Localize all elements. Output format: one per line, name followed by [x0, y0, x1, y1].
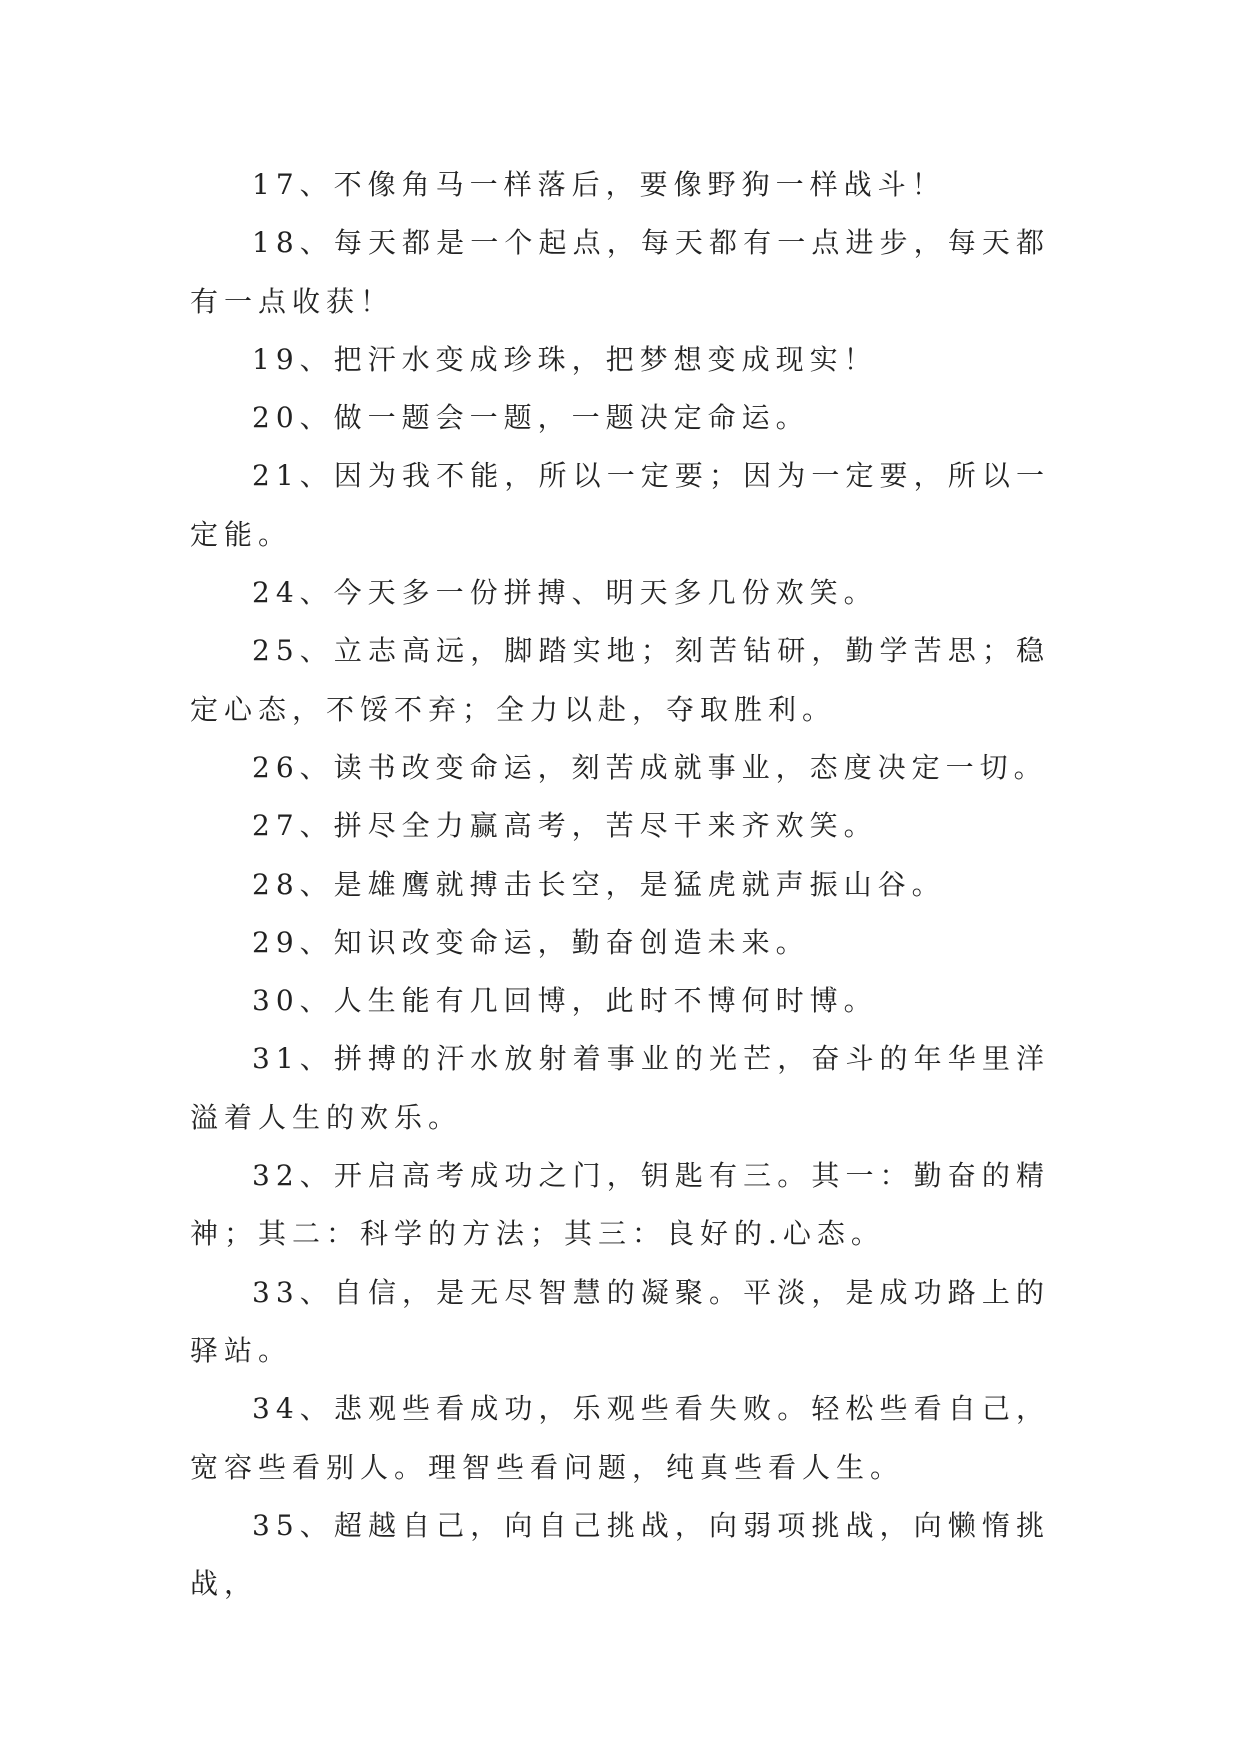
document-body [190, 156, 1050, 1613]
paragraph-21: 21、因为我不能，所以一定要；因为一定要，所以一定能。 [190, 459, 1050, 551]
paragraph-27: 27、拼尽全力赢高考，苦尽干来齐欢笑。 [252, 809, 878, 843]
paragraph-31: 31、拼搏的汗水放射着事业的光芒，奋斗的年华里洋溢着人生的欢乐。 [190, 1042, 1050, 1134]
paragraph-20: 20、做一题会一题，一题决定命运。 [252, 401, 810, 435]
paragraph-32: 32、开启高考成功之门，钥匙有三。其一：勤奋的精神；其二：科学的方法；其三：良好的.心态。 [190, 1159, 1050, 1251]
paragraph-26: 26、读书改变命运，刻苦成就事业，态度决定一切。 [252, 750, 1048, 784]
paragraph-30: 30、人生能有几回博，此时不博何时博。 [252, 984, 878, 1018]
paragraph-17: 17、不像角马一样落后，要像野狗一样战斗！ [252, 168, 946, 201]
paragraph-29: 29、知识改变命运，勤奋创造未来。 [252, 925, 810, 959]
paragraph-28: 28、是雄鹰就搏击长空，是猛虎就声振山谷。 [252, 867, 946, 901]
paragraph-18: 18、每天都是一个起点，每天都有一点进步，每天都有一点收获！ [190, 226, 1050, 318]
paragraph-35: 35、超越自己，向自己挑战，向弱项挑战，向懒惰挑战， [190, 1508, 1050, 1601]
paragraph-24: 24、今天多一份拼搏、明天多几份欢笑。 [252, 576, 878, 610]
paragraph-19: 19、把汗水变成珍珠，把梦想变成现实！ [252, 342, 878, 376]
paragraph-34: 34、悲观些看成功，乐观些看失败。轻松些看自己，宽容些看别人。理智些看问题，纯真些看人生。 [190, 1392, 1050, 1484]
paragraph-33: 33、自信，是无尽智慧的凝聚。平淡，是成功路上的驿站。 [190, 1275, 1050, 1367]
paragraph-25: 25、立志高远，脚踏实地；刻苦钻研，勤学苦思；稳定心态，不馁不弃；全力以赴，夺取胜利。 [190, 634, 1050, 726]
